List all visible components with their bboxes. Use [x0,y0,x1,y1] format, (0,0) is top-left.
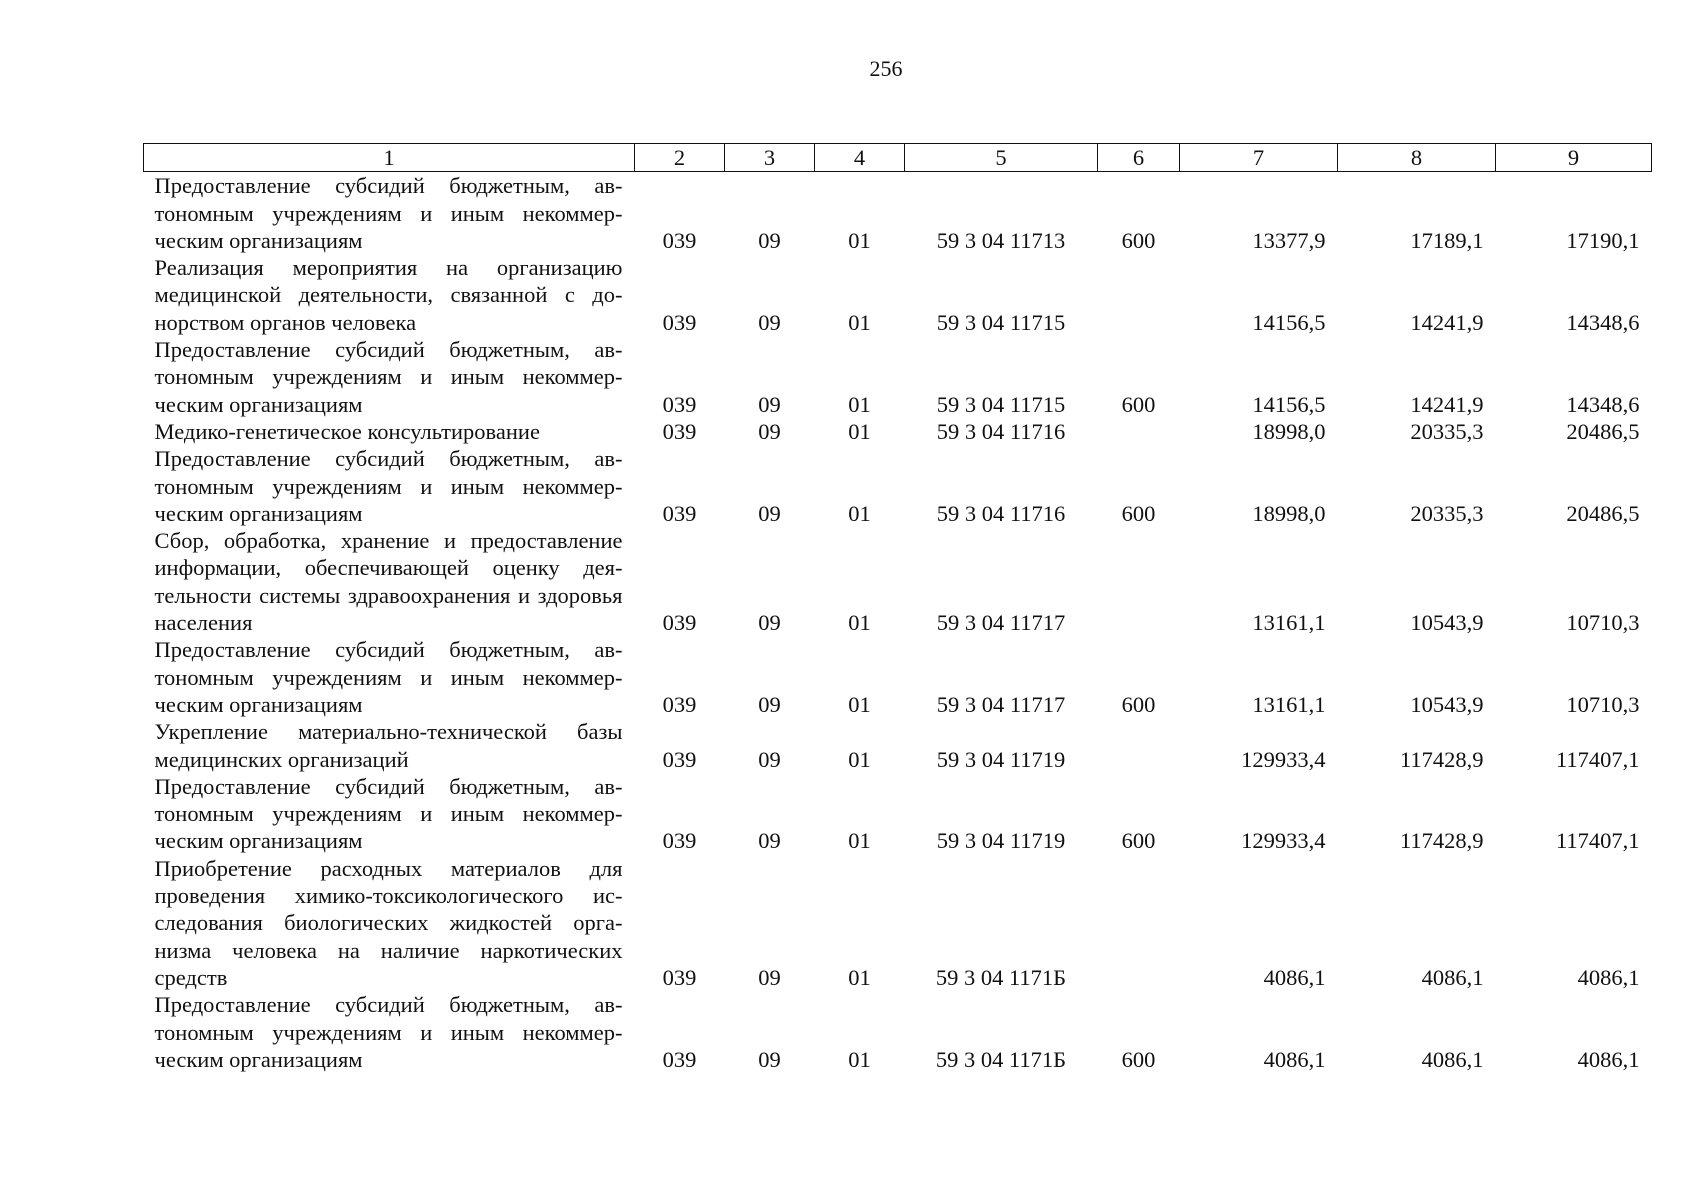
ministry-code: 039 [662,391,697,417]
subsection-code: 01 [848,309,871,335]
column-header: 1 [144,144,635,172]
target-article-code: 59 3 04 11715 [936,391,1066,417]
amount-year-1: 13161,1 [1252,610,1326,636]
ministry-code: 039 [662,227,697,253]
target-article-code: 59 3 04 1171Б [935,964,1067,990]
amount-year-1: 14156,5 [1252,391,1326,417]
expense-type-code [1098,527,1180,636]
amount-year-2: 117428,9 [1399,828,1484,854]
ministry-code: 039 [662,500,697,526]
ministry-code: 039 [662,964,697,990]
section-code: 09 [758,227,781,253]
amount-year-1: 4086,1 [1263,964,1326,990]
amount-year-3: 4086,1 [1577,964,1640,990]
target-article-code: 59 3 04 1171Б [935,1046,1067,1072]
amount-year-3: 4086,1 [1577,1046,1640,1072]
amount-year-2: 10543,9 [1410,691,1484,717]
table-row [144,418,1652,445]
section-code: 09 [758,1046,781,1072]
table-row [144,172,1652,254]
table-row [144,718,1652,773]
target-article-code: 59 3 04 11717 [936,610,1066,636]
ministry-code: 039 [662,828,697,854]
subsection-code: 01 [848,227,871,253]
ministry-code: 039 [662,610,697,636]
expense-name: Предоставление субсидий бюджетным, автономным учреждениям и иным некоммерческим организациям [154,992,623,1072]
table-row [144,773,1652,855]
section-code: 09 [758,964,781,990]
section-code: 09 [758,746,781,772]
amount-year-3: 14348,6 [1566,309,1640,335]
amount-year-3: 117407,1 [1555,828,1640,854]
ministry-code: 039 [662,746,697,772]
target-article-code: 59 3 04 11717 [936,691,1066,717]
amount-year-3: 20486,5 [1566,418,1640,444]
table-row [144,336,1652,418]
expense-name: Приобретение расходных материалов для проведения химико-токсикологического исследования биологических жидкостей организма человека на наличие наркотических средств [154,855,623,990]
amount-year-2: 14241,9 [1410,391,1484,417]
column-header: 5 [905,144,1098,172]
section-code: 09 [758,691,781,717]
table-row [144,636,1652,718]
section-code: 09 [758,418,781,444]
column-header: 7 [1180,144,1338,172]
expense-name: Предоставление субсидий бюджетным, автономным учреждениям и иным некоммерческим организациям [154,337,623,417]
page-number: 256 [869,56,903,81]
amount-year-2: 4086,1 [1421,1046,1484,1072]
amount-year-3: 10710,3 [1566,610,1640,636]
table-row [144,445,1652,527]
column-header: 8 [1338,144,1496,172]
amount-year-2: 20335,3 [1410,418,1484,444]
target-article-code: 59 3 04 11719 [936,828,1066,854]
section-code: 09 [758,391,781,417]
amount-year-2: 20335,3 [1410,500,1484,526]
subsection-code: 01 [848,418,871,444]
expense-type-code: 600 [1121,227,1156,253]
subsection-code: 01 [848,828,871,854]
expense-name: Предоставление субсидий бюджетным, автономным учреждениям и иным некоммерческим организациям [154,173,623,253]
expense-name: Медико-генетическое консультирование [154,418,540,444]
subsection-code: 01 [848,1046,871,1072]
expense-type-code: 600 [1121,1046,1156,1072]
amount-year-1: 14156,5 [1252,309,1326,335]
subsection-code: 01 [848,500,871,526]
column-header: 9 [1496,144,1652,172]
amount-year-3: 20486,5 [1566,500,1640,526]
amount-year-3: 14348,6 [1566,391,1640,417]
ministry-code: 039 [662,1046,697,1072]
ministry-code: 039 [662,309,697,335]
expense-type-code: 600 [1121,391,1156,417]
amount-year-2: 4086,1 [1421,964,1484,990]
amount-year-1: 18998,0 [1252,418,1326,444]
expense-type-code: 600 [1121,691,1156,717]
column-header: 6 [1098,144,1180,172]
column-header: 3 [725,144,815,172]
amount-year-1: 4086,1 [1263,1046,1326,1072]
amount-year-2: 17189,1 [1410,227,1484,253]
target-article-code: 59 3 04 11713 [936,227,1066,253]
expense-type-code [1098,254,1180,336]
section-code: 09 [758,828,781,854]
target-article-code: 59 3 04 11719 [936,746,1066,772]
expense-type-code: 600 [1121,500,1156,526]
subsection-code: 01 [848,746,871,772]
expense-name: Предоставление субсидий бюджетным, автономным учреждениям и иным некоммерческим организациям [154,446,623,526]
expense-type-code [1098,855,1180,991]
amount-year-1: 129933,4 [1241,828,1326,854]
section-code: 09 [758,309,781,335]
amount-year-2: 117428,9 [1399,746,1484,772]
table-row [144,991,1652,1073]
column-header: 2 [635,144,725,172]
section-code: 09 [758,610,781,636]
subsection-code: 01 [848,391,871,417]
ministry-code: 039 [662,418,697,444]
amount-year-1: 13161,1 [1252,691,1326,717]
column-number-header [144,144,1652,172]
expense-name: Реализация мероприятия на организацию медицинской деятельности, связанной с донорством органов человека [154,255,623,335]
expense-type-code [1098,418,1180,445]
expense-name: Укрепление материально-технической базы медицинских организаций [154,719,623,772]
target-article-code: 59 3 04 11716 [936,418,1066,444]
expense-name: Сбор, обработка, хранение и предоставление информации, обеспечивающей оценку деятельности системы здравоохранения и здоровья населения [154,528,623,636]
target-article-code: 59 3 04 11716 [936,500,1066,526]
column-header: 4 [815,144,905,172]
subsection-code: 01 [848,610,871,636]
expense-type-code: 600 [1121,828,1156,854]
target-article-code: 59 3 04 11715 [936,309,1066,335]
amount-year-3: 17190,1 [1566,227,1640,253]
table-row [144,527,1652,636]
amount-year-2: 10543,9 [1410,610,1484,636]
expense-type-code [1098,718,1180,773]
budget-table [143,143,1652,1073]
amount-year-1: 18998,0 [1252,500,1326,526]
amount-year-3: 10710,3 [1566,691,1640,717]
table-row [144,254,1652,336]
amount-year-2: 14241,9 [1410,309,1484,335]
subsection-code: 01 [848,964,871,990]
subsection-code: 01 [848,691,871,717]
ministry-code: 039 [662,691,697,717]
table-row [144,855,1652,991]
amount-year-3: 117407,1 [1555,746,1640,772]
amount-year-1: 129933,4 [1241,746,1326,772]
amount-year-1: 13377,9 [1252,227,1326,253]
expense-name: Предоставление субсидий бюджетным, автономным учреждениям и иным некоммерческим организациям [154,773,623,854]
expense-name: Предоставление субсидий бюджетным, автономным учреждениям и иным некоммерческим организациям [154,637,623,717]
section-code: 09 [758,500,781,526]
